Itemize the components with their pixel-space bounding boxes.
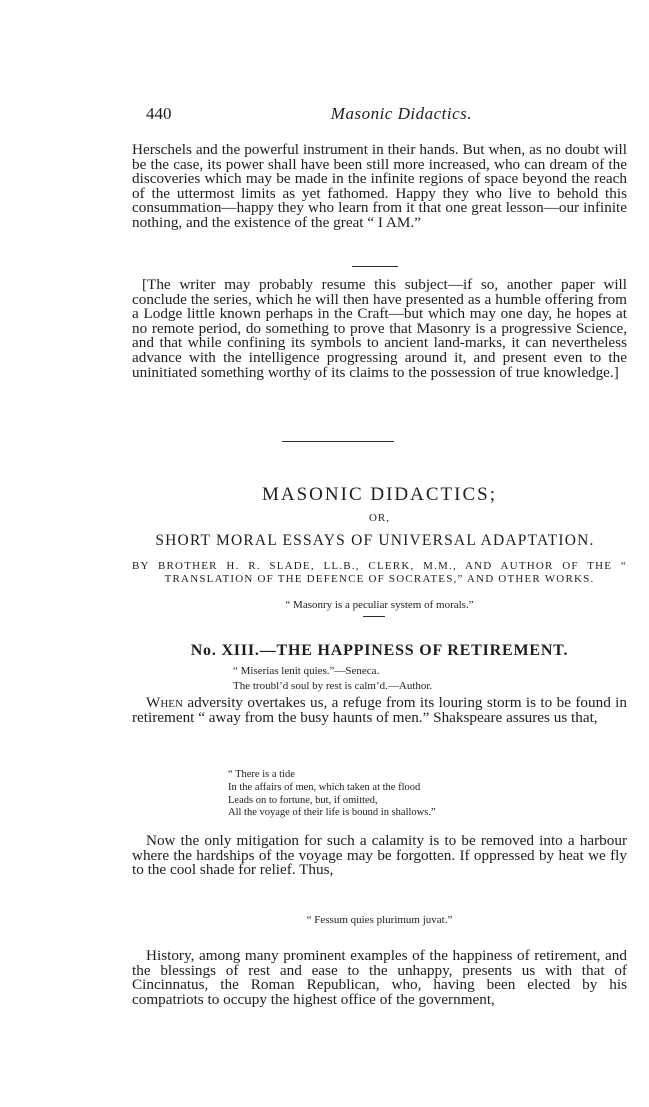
body-paragraph-3: History, among many prominent examples of the happiness of retirement, and the blessings of rest and ease to the unhappy, presents us with that of Cincinnatus, the Roman Republican, who, having been elected by his compatriots to occupy the highest office of the government,: [132, 947, 627, 1008]
author-byline: BY BROTHER H. R. SLADE, LL.B., CLERK, M.M., AND AUTHOR OF THE “ TRANSLATION OF THE DEFENCE OF SOCRATES,” AND OTHER WORKS.: [132, 560, 627, 585]
epigraph-translation: The troubl’d soul by rest is calm’d.—Author.: [233, 680, 433, 692]
running-title: Masonic Didactics.: [330, 104, 472, 123]
essay-subtitle: SHORT MORAL ESSAYS OF UNIVERSAL ADAPTATION.: [155, 532, 595, 549]
intro-paragraph: Herschels and the powerful instrument in their hands. But when, as no doubt will be the case, its power shall have been still more increased, who can dream of the discoveries which may be made in the infinite regions of space beyond the reach of the uttermost limits as yet fathomed. Happy they who live to behold this consummation—happy they who learn from it that one great lesson—our infinite nothing, and the existence of the great “ I AM.”: [132, 141, 627, 231]
section-divider-rule: [282, 441, 394, 442]
essay-title: MASONIC DIDACTICS;: [262, 484, 497, 505]
body-paragraph-2: Now the only mitigation for such a calamity is to be removed into a harbour where the hardships of the voyage may be forgotten. If oppressed by heat we fly to the cool shade for relief. Thus,: [132, 832, 627, 879]
verse-line: “ There is a tide: [228, 769, 295, 780]
editor-note-paragraph: [The writer may probably resume this subject—if so, another paper will conclude the series, which he will then have presented as a humble offering from a Lodge little known perhaps in the Craft—but which may one day, he hopes at no remote period, do something to prove that Masonry is a progressive Science, and that while confining its symbols to ancient land-marks, it can nevertheless advance with the intelligence progressing around it, and present even to the uninitiated something worthy of its claims to the possession of true knowledge.]: [132, 276, 627, 381]
verse-line: All the voyage of their life is bound in shallows.”: [228, 807, 436, 819]
shakespeare-verse: [228, 769, 436, 820]
verse-line: In the affairs of men, which taken at the flood: [228, 781, 421, 793]
page-number: 440: [146, 104, 172, 123]
verse-line: Leads on to fortune, but, if omitted,: [228, 794, 378, 806]
epigraph-latin: “ Miserias lenit quies.”—Seneca.: [233, 665, 380, 677]
essay-motto: “ Masonry is a peculiar system of morals.”: [285, 599, 474, 611]
drop-lead-word: When: [146, 694, 183, 711]
latin-quote: “ Fessum quies plurimum juvat.”: [306, 914, 453, 926]
divider-rule: [352, 266, 398, 267]
essay-or: OR,: [368, 512, 391, 524]
body-paragraph-1: [132, 696, 627, 725]
section-heading: No. XIII.—THE HAPPINESS OF RETIREMENT.: [190, 642, 569, 659]
page-header: [146, 104, 472, 128]
short-divider-rule: [363, 616, 385, 617]
paragraph-text: adversity overtakes us, a refuge from its louring storm is to be found in retirement “ away from the busy haunts of men.” Shakspeare assures us that,: [132, 694, 627, 726]
